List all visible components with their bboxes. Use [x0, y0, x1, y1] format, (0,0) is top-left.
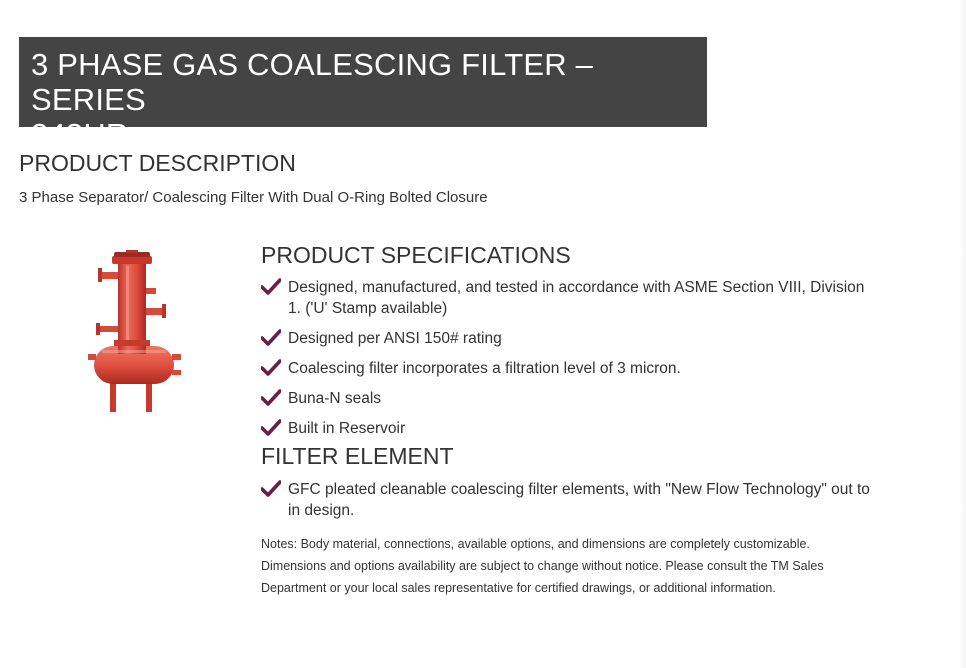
checkmark-icon	[261, 480, 281, 498]
checkmark-icon	[261, 329, 281, 347]
coalescing-filter-product-image	[88, 250, 184, 415]
list-item	[261, 418, 941, 439]
checkmark-icon	[261, 419, 281, 437]
product-description-heading: PRODUCT DESCRIPTION	[19, 150, 296, 176]
product-specifications-heading: PRODUCT SPECIFICATIONS	[261, 242, 571, 268]
filter-element-heading: FILTER ELEMENT	[261, 443, 454, 469]
list-item	[261, 328, 941, 349]
list-item-text-continued: in design.	[288, 502, 355, 519]
notes-line: Dimensions and options availability are subject to change without notice. Please consult the TM Sales	[261, 559, 824, 573]
page-title-line2: 343HR	[31, 117, 129, 152]
title-banner	[19, 37, 707, 152]
list-item-text-continued: 1. ('U' Stamp available)	[288, 300, 448, 317]
list-item-text: Built in Reservoir	[288, 420, 406, 437]
specifications-list	[261, 277, 941, 439]
list-item	[261, 277, 941, 319]
product-description-text: 3 Phase Separator/ Coalescing Filter With Dual O-Ring Bolted Closure	[19, 189, 488, 206]
list-item-text: Buna-N seals	[288, 390, 382, 407]
list-item	[261, 479, 941, 521]
filter-element-list	[261, 479, 941, 521]
checkmark-icon	[261, 359, 281, 377]
list-item	[261, 358, 941, 379]
list-item-text: Designed per ANSI 150# rating	[288, 330, 502, 347]
specifications-section	[261, 241, 941, 599]
page-title	[31, 47, 695, 152]
list-item-text: Coalescing filter incorporates a filtration level of 3 micron.	[288, 360, 681, 377]
list-item-text: Designed, manufactured, and tested in accordance with ASME Section VIII, Division	[288, 279, 865, 296]
list-item	[261, 388, 941, 409]
notes-text	[261, 533, 941, 599]
notes-line: Notes: Body material, connections, available options, and dimensions are completely customizable.	[261, 537, 810, 551]
page-title-line1: 3 PHASE GAS COALESCING FILTER – SERIES	[31, 47, 594, 117]
checkmark-icon	[261, 278, 281, 296]
checkmark-icon	[261, 389, 281, 407]
notes-line: Department or your local sales representative for certified drawings, or additional information.	[261, 581, 776, 595]
page-edge	[960, 0, 966, 668]
list-item-text: GFC pleated cleanable coalescing filter elements, with "New Flow Technology" out to	[288, 481, 870, 498]
